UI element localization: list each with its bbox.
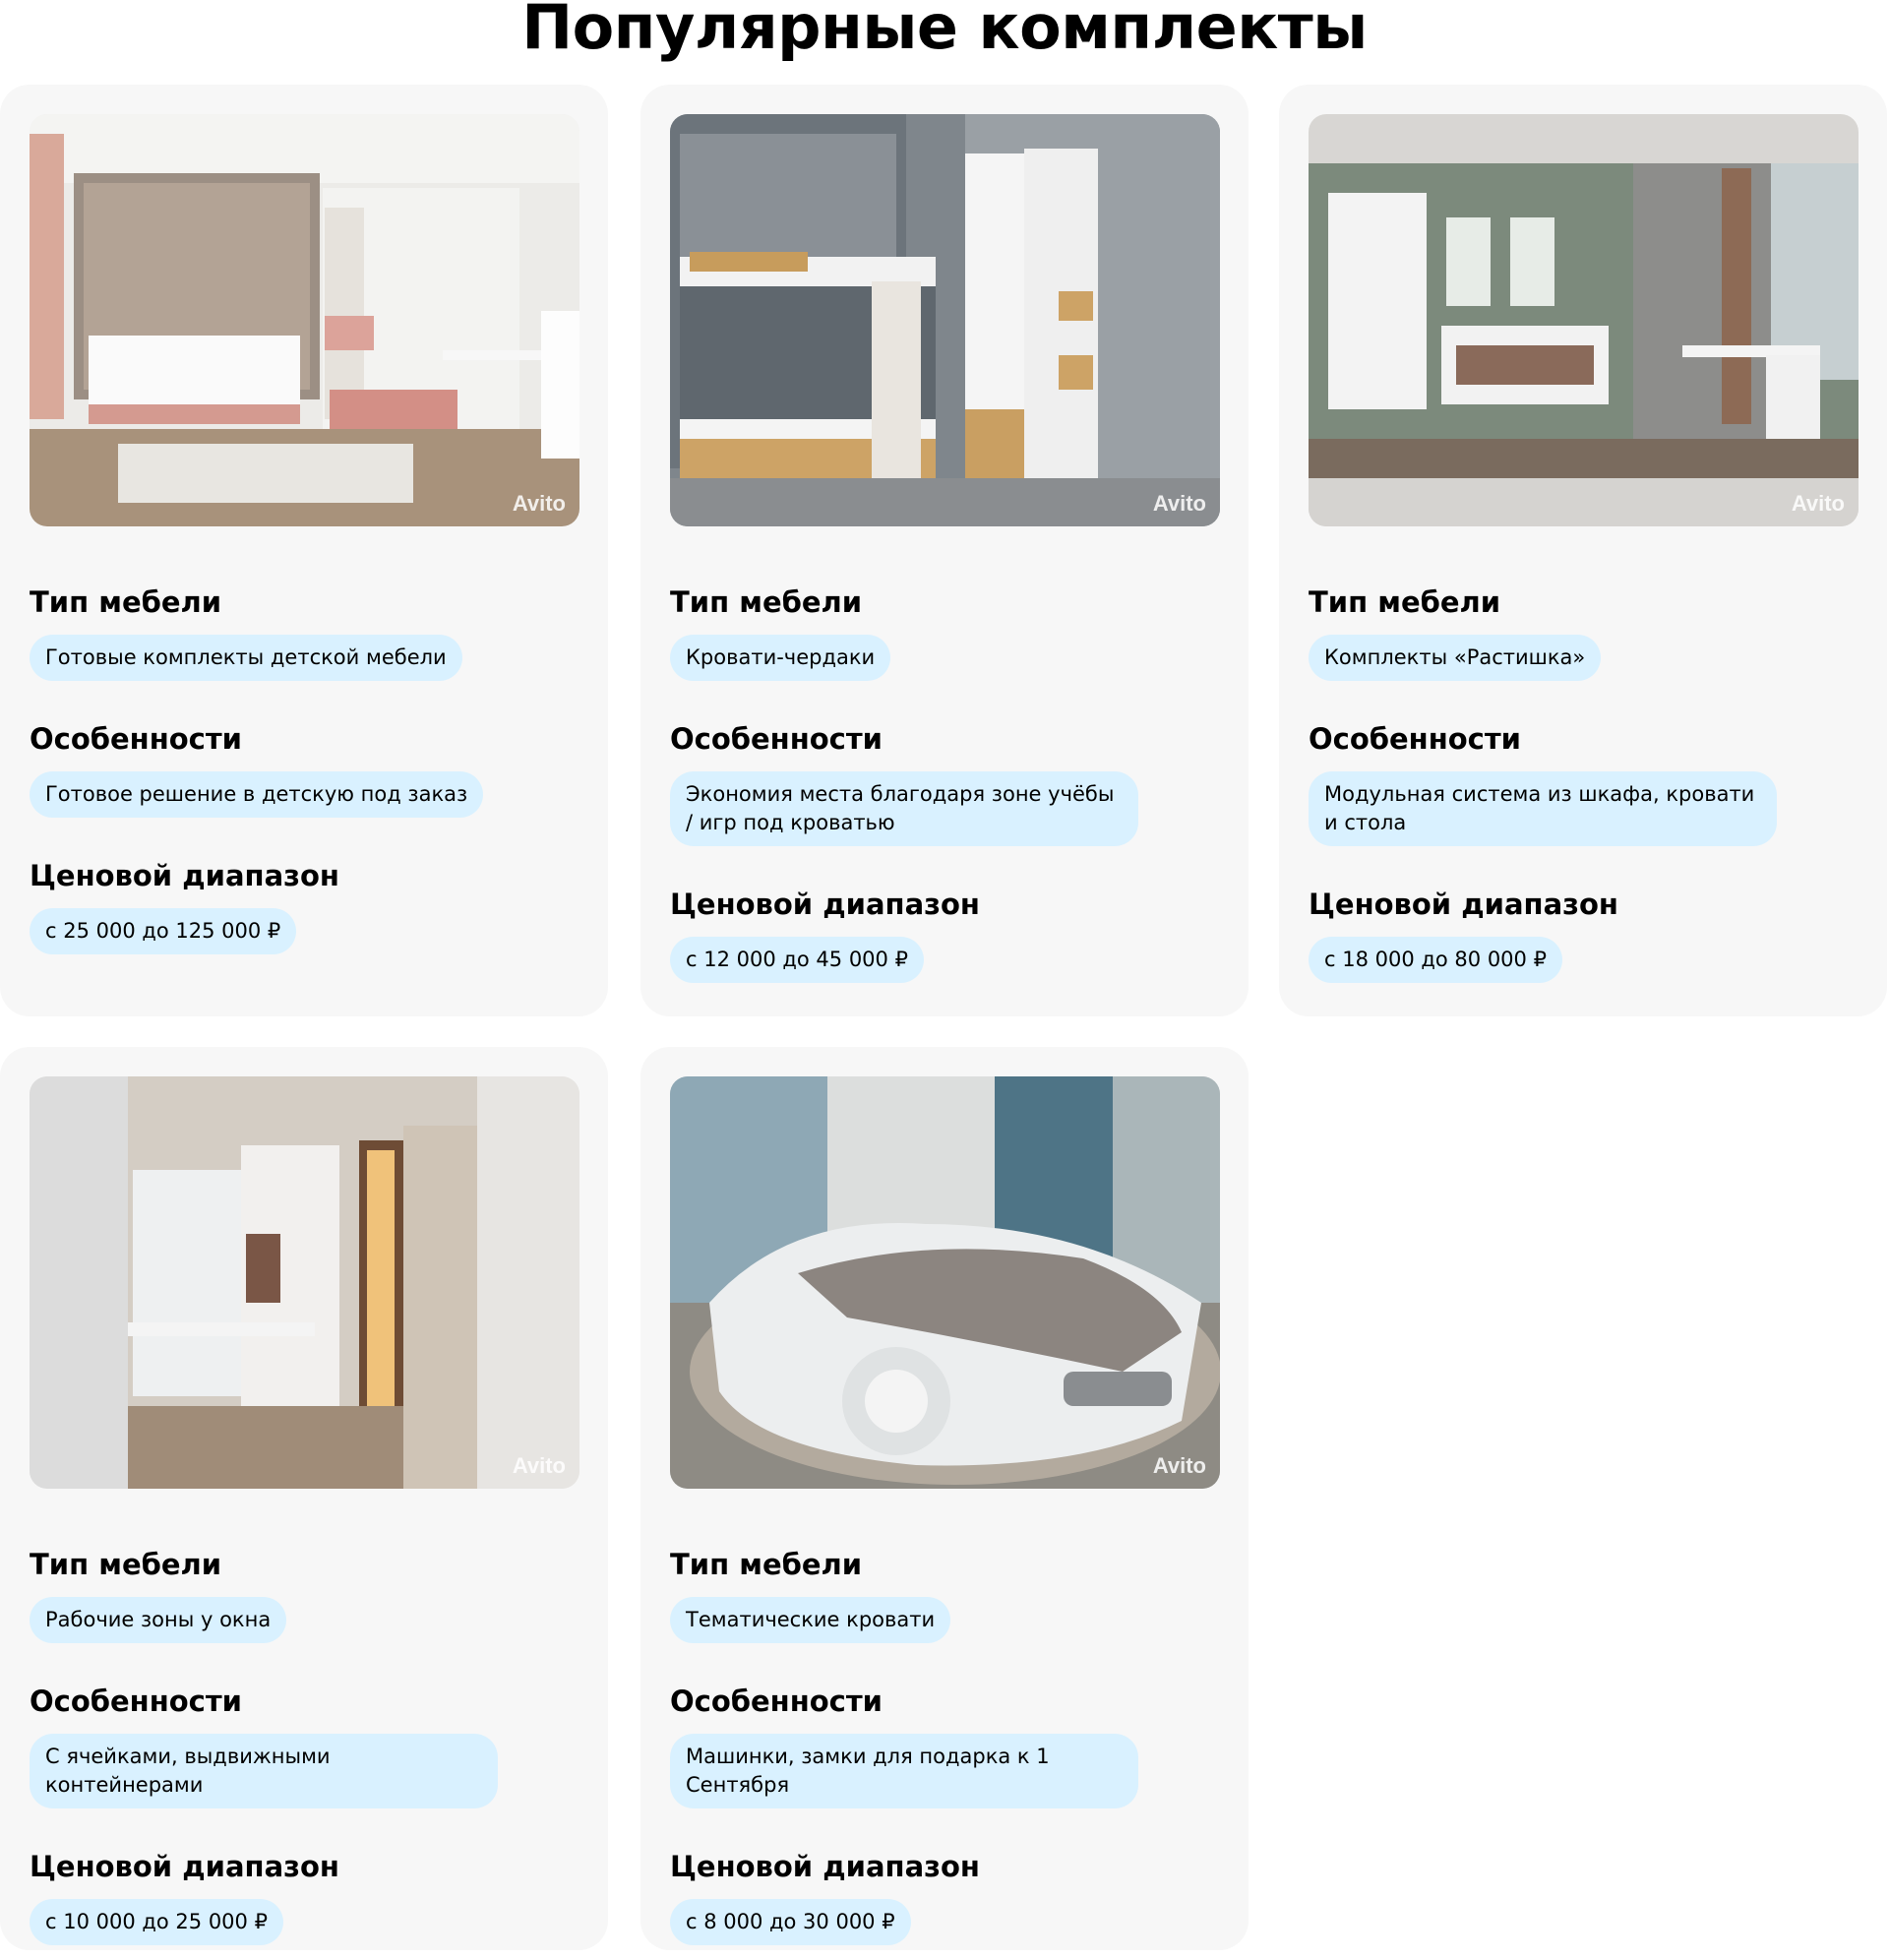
- kids-room-image: [30, 114, 579, 526]
- features-label: Особенности: [670, 722, 883, 756]
- set-card[interactable]: [0, 1047, 608, 1950]
- price-label: Ценовой диапазон: [670, 888, 980, 921]
- price-tag[interactable]: с 10 000 до 25 000 ₽: [30, 1899, 283, 1945]
- features-label: Особенности: [30, 1684, 242, 1718]
- features-label: Особенности: [670, 1684, 883, 1718]
- features-tag[interactable]: Машинки, замки для подарка к 1 Сентября: [670, 1734, 1138, 1808]
- type-label: Тип мебели: [30, 585, 222, 619]
- set-card[interactable]: [0, 85, 608, 1016]
- set-card[interactable]: [640, 85, 1249, 1016]
- window-desk-image: [30, 1076, 579, 1489]
- loft-bed-image: [670, 114, 1220, 526]
- watermark: Avito: [1152, 1453, 1206, 1478]
- set-photo[interactable]: [670, 1076, 1220, 1489]
- set-photo[interactable]: [30, 1076, 579, 1489]
- features-label: Особенности: [30, 722, 242, 756]
- type-label: Тип мебели: [670, 1548, 863, 1581]
- type-tag[interactable]: Комплекты «Растишка»: [1309, 635, 1601, 681]
- type-label: Тип мебели: [30, 1548, 222, 1581]
- watermark: Avito: [512, 491, 566, 516]
- type-tag[interactable]: Готовые комплекты детской мебели: [30, 635, 462, 681]
- page-title: Популярные комплекты: [521, 0, 1368, 63]
- watermark: Avito: [1152, 491, 1206, 516]
- set-card[interactable]: [1279, 85, 1887, 1016]
- watermark: Avito: [512, 1453, 566, 1478]
- price-tag[interactable]: с 18 000 до 80 000 ₽: [1309, 937, 1562, 983]
- price-label: Ценовой диапазон: [1309, 888, 1618, 921]
- price-label: Ценовой диапазон: [30, 1850, 339, 1883]
- price-label: Ценовой диапазон: [670, 1850, 980, 1883]
- type-tag[interactable]: Рабочие зоны у окна: [30, 1597, 286, 1643]
- watermark: Avito: [1791, 491, 1845, 516]
- car-bed-image: [670, 1076, 1220, 1489]
- features-tag[interactable]: Экономия места благодаря зоне учёбы / игр под кроватью: [670, 771, 1138, 846]
- type-label: Тип мебели: [670, 585, 863, 619]
- set-photo[interactable]: [1309, 114, 1859, 526]
- price-tag[interactable]: с 12 000 до 45 000 ₽: [670, 937, 924, 983]
- set-photo[interactable]: [670, 114, 1220, 526]
- price-tag[interactable]: с 8 000 до 30 000 ₽: [670, 1899, 911, 1945]
- features-tag[interactable]: Готовое решение в детскую под заказ: [30, 771, 483, 818]
- set-card[interactable]: [640, 1047, 1249, 1950]
- features-tag[interactable]: С ячейками, выдвижными контейнерами: [30, 1734, 498, 1808]
- price-tag[interactable]: с 25 000 до 125 000 ₽: [30, 908, 296, 954]
- modular-set-image: [1309, 114, 1859, 526]
- type-tag[interactable]: Тематические кровати: [670, 1597, 950, 1643]
- set-photo[interactable]: [30, 114, 579, 526]
- features-tag[interactable]: Модульная система из шкафа, кровати и стола: [1309, 771, 1777, 846]
- type-label: Тип мебели: [1309, 585, 1501, 619]
- type-tag[interactable]: Кровати-чердаки: [670, 635, 890, 681]
- price-label: Ценовой диапазон: [30, 859, 339, 892]
- features-label: Особенности: [1309, 722, 1521, 756]
